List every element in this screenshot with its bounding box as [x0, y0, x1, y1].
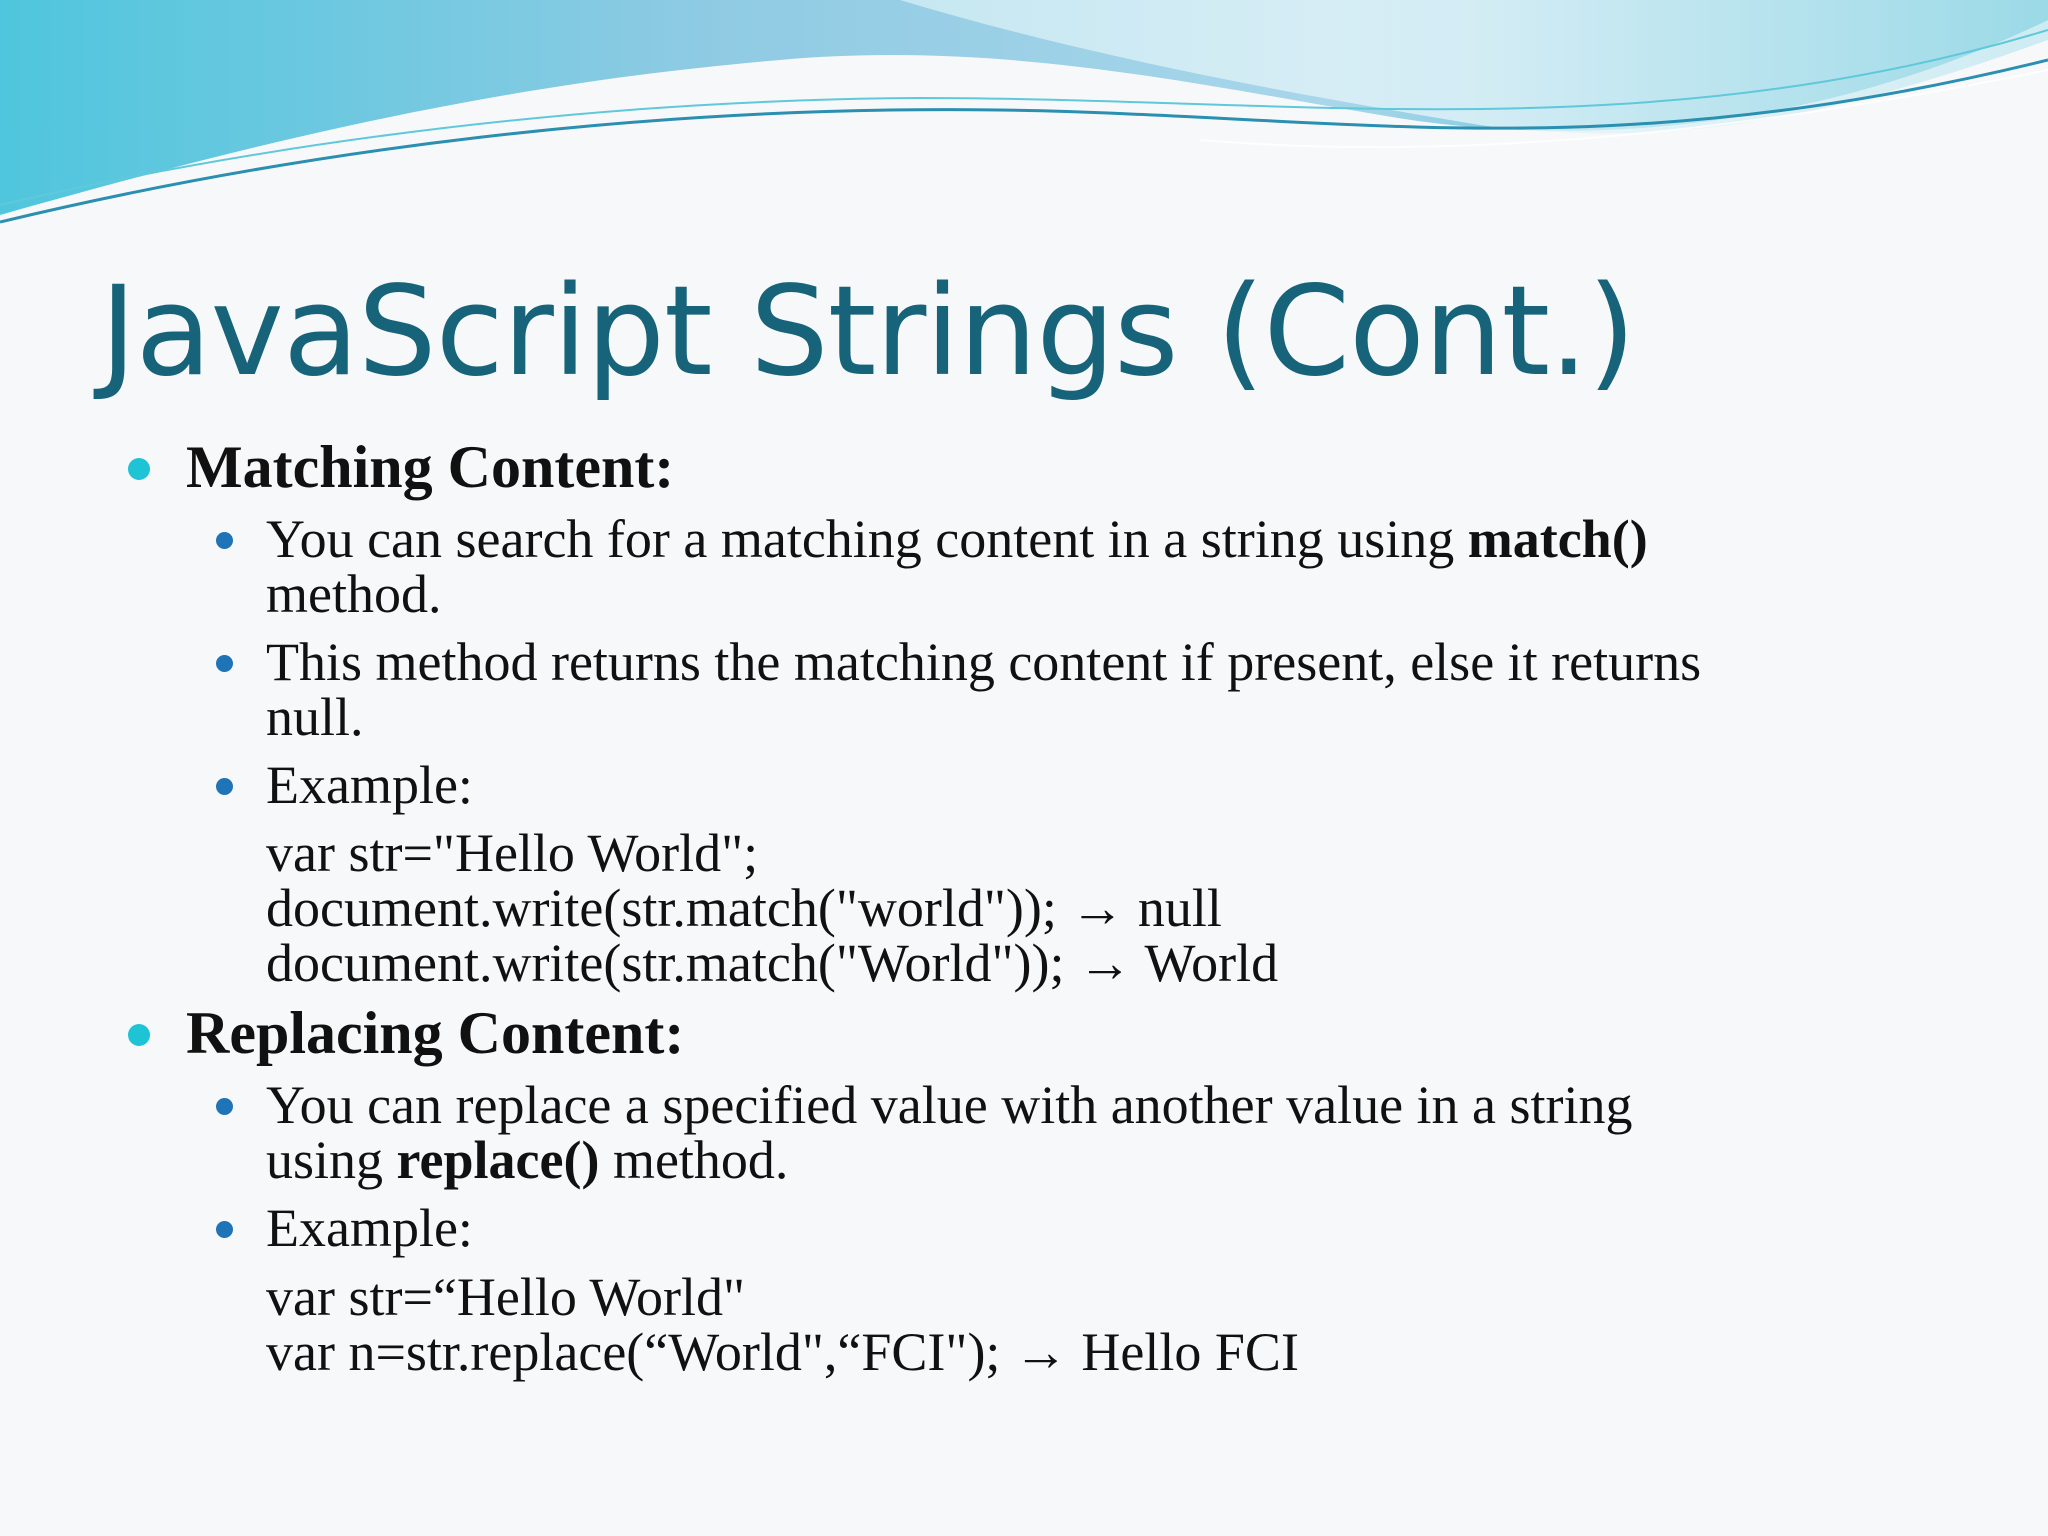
matching-point-1: You can search for a matching content in a string using match() — [266, 509, 1648, 569]
bullet-icon — [128, 458, 150, 480]
bullet-icon — [128, 1024, 150, 1046]
replacing-code-line-1: var str=“Hello World" — [266, 1267, 746, 1327]
replacing-point-1: You can replace a specified value with another value in a string — [266, 1075, 1633, 1135]
section-heading-matching: Matching Content: — [186, 434, 675, 500]
matching-code-line-3: document.write(str.match("World")); → World — [266, 933, 1279, 993]
bullet-icon — [216, 1098, 233, 1115]
matching-point-2-continued: null. — [266, 687, 364, 747]
matching-code-line-1: var str="Hello World"; — [266, 823, 759, 883]
matching-code-line-2: document.write(str.match("world")); → null — [266, 878, 1222, 938]
bullet-icon — [216, 1221, 233, 1238]
replacing-example-label: Example: — [266, 1198, 473, 1258]
matching-point-1-continued: method. — [266, 564, 442, 624]
matching-point-2: This method returns the matching content if present, else it returns — [266, 632, 1702, 692]
replacing-code-line-2: var n=str.replace(“World",“FCI"); → Hello FCI — [266, 1322, 1299, 1382]
bullet-icon — [216, 655, 233, 672]
slide-title: JavaScript Strings (Cont.) — [100, 260, 1635, 404]
bullet-icon — [216, 532, 233, 549]
matching-example-label: Example: — [266, 755, 473, 815]
replacing-point-1-continued: using replace() method. — [266, 1130, 789, 1190]
bullet-icon — [216, 778, 233, 795]
section-heading-replacing: Replacing Content: — [186, 1000, 685, 1066]
